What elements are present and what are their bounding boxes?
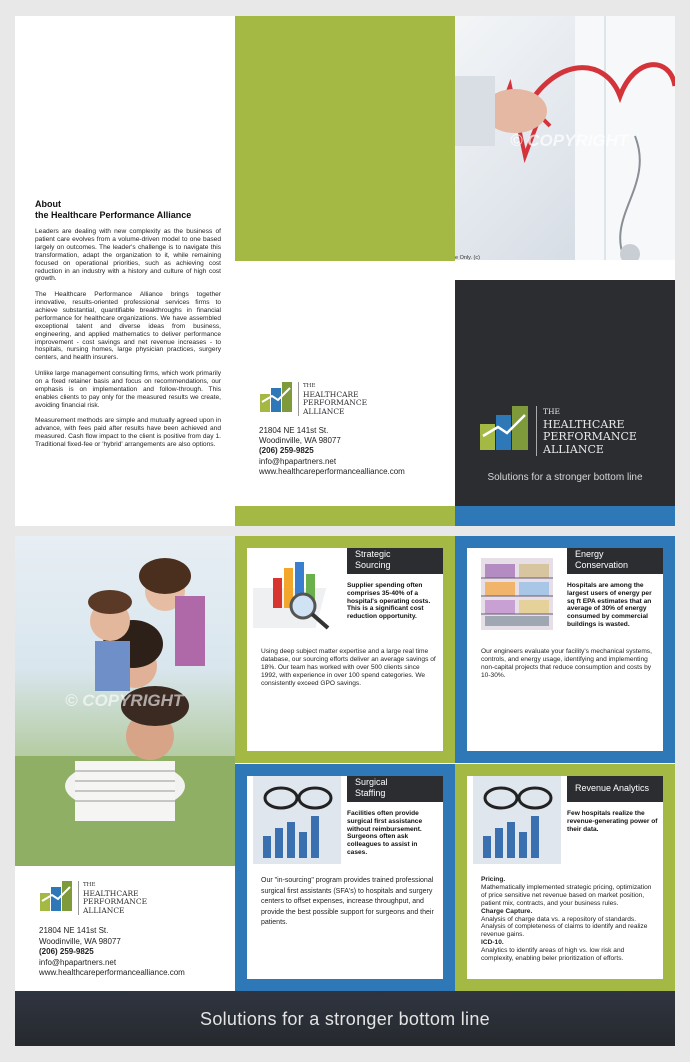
service-image bbox=[253, 548, 341, 636]
hpa-logo-mark-icon bbox=[40, 881, 72, 911]
cover-tagline: Solutions for a stronger bottom line bbox=[487, 472, 643, 483]
hpa-logo bbox=[260, 382, 367, 416]
service-lead: Facilities often provide surgical first assistance without reimbursement. Surgeons often ask colleagues to assist in cases. bbox=[347, 810, 423, 856]
service-image bbox=[253, 776, 341, 864]
service-body: Using deep subject matter expertise and a large real time database, our sourcing efforts deliver an average savings of 18%. Our team has worked with over 500 clients since 1992, with experience in over 100 spend categories. We consistently exceed GPO savings. bbox=[261, 648, 436, 687]
blue-strip bbox=[455, 506, 675, 526]
service-lead: Hospitals are among the largest users of energy per sq ft EPA estimates that an average of 30% of energy consumed by commercial buildings is wasted. bbox=[567, 582, 652, 628]
logo-line2: PERFORMANCE bbox=[303, 398, 368, 408]
brochure-outside-spread bbox=[15, 16, 675, 526]
service-title-line1: Revenue Analytics bbox=[575, 783, 650, 793]
green-block bbox=[235, 16, 455, 261]
hpa-logo-large bbox=[480, 406, 637, 456]
brochure-inside-spread bbox=[15, 536, 675, 1046]
service-card bbox=[247, 776, 443, 979]
doctor-drawing-heart-icon bbox=[455, 16, 675, 260]
green-strip bbox=[235, 506, 455, 526]
contact-phone: (206) 259-9825 bbox=[259, 446, 314, 456]
contact-city: Woodinville, WA 98077 bbox=[39, 936, 121, 946]
contact-website[interactable]: www.healthcareperformancealliance.com bbox=[259, 466, 405, 476]
service-title-line1: Surgical bbox=[355, 777, 388, 787]
service-heading bbox=[347, 776, 443, 802]
footer-tagline: Solutions for a stronger bottom line bbox=[200, 1009, 490, 1029]
service-lead: Supplier spending often comprises 35-40% of a hospital's operating costs. This is a significant cost reduction opportunity. bbox=[347, 582, 431, 621]
revenue-item-heading: Charge Capture. bbox=[481, 907, 533, 915]
service-body bbox=[481, 876, 656, 963]
revenue-item-text: Analytics to identify areas of high vs. low risk and complexity, enabling beler prioritization of efforts. bbox=[481, 947, 625, 963]
about-heading-line1: About bbox=[35, 199, 61, 209]
doctor-heart-photo bbox=[455, 16, 675, 260]
service-card bbox=[467, 548, 663, 751]
service-heading bbox=[567, 776, 663, 802]
contact-email[interactable]: info@hpapartners.net bbox=[259, 456, 337, 466]
revenue-item-heading: Pricing. bbox=[481, 876, 506, 883]
hpa-logo-text bbox=[536, 406, 637, 456]
logo-line1: HEALTHCARE bbox=[83, 888, 139, 898]
cover-panel bbox=[455, 16, 675, 526]
service-image bbox=[473, 776, 561, 864]
service-body: Our engineers evaluate your facility's mechanical systems, controls, and energy usage, identifying and implementing non-capital projects that reduce consumption and costs by 10-30%. bbox=[481, 648, 652, 679]
bar-chart-magnifier-icon bbox=[253, 548, 341, 636]
logo-the: THE bbox=[83, 882, 96, 888]
photo-caption-fragment: e Only. (c) bbox=[455, 255, 480, 260]
about-panel bbox=[15, 16, 235, 526]
about-paragraph: Measurement methods are simple and mutually agreed upon in advance, with fees paid after results have been achieved and measured. Cash flow impact to the client is positive from day 1. Traditional fixed-fee or 'hybrid' arrangements are also options. bbox=[35, 417, 221, 449]
service-strategic-sourcing bbox=[235, 536, 455, 763]
service-title-line2: Staffing bbox=[355, 788, 386, 798]
hpa-logo-text bbox=[298, 382, 367, 416]
glasses-chart-icon bbox=[473, 776, 561, 864]
contact-phone: (206) 259-9825 bbox=[39, 947, 94, 957]
contact-website[interactable]: www.healthcareperformancealliance.com bbox=[39, 968, 185, 978]
about-paragraph: Unlike large management consulting firms, which work primarily on a fixed retainer basis and focus on recommendations, our emphasis is on implementation and follow-through. This enables clients to pay only for the measured results we create, avoiding financial risk. bbox=[35, 370, 221, 409]
service-card bbox=[467, 776, 663, 979]
about-paragraph: The Healthcare Performance Alliance brings together innovative, results-oriented professional services firms to achieve substantial, quantifiable breakthroughs in financial performance for healthcare organizations. We have assembled exceptional talent and diverse ideas from business, engineering, and applied mathematics to deliver performance improvement - cost savings and net revenue increases - to hospitals, nursing homes, large physician practices, surgery centers, and health insurers. bbox=[35, 291, 221, 362]
watermark-text: © COPYRIGHT bbox=[510, 131, 629, 150]
service-body: Our "in-sourcing" program provides trained professional surgical first assistants (SFA's) to hospitals and surgery centers to offset expenses, increase throughput, and provide the best possible support for surgeons and their patients. bbox=[261, 877, 434, 926]
service-energy-conservation bbox=[455, 536, 675, 763]
watermark-text: © COPYRIGHT bbox=[65, 691, 184, 710]
revenue-item-text: Mathematically implemented strategic pricing, optimization of price sensitive net revenue based on market position, patient mix, contracts, and your business rules. bbox=[481, 883, 652, 907]
about-heading-line2: the Healthcare Performance Alliance bbox=[35, 210, 192, 220]
hpa-logo-mark-icon bbox=[480, 406, 528, 450]
service-heading bbox=[567, 548, 663, 574]
service-heading bbox=[347, 548, 443, 574]
service-card bbox=[247, 548, 443, 751]
logo-line3: ALLIANCE bbox=[543, 442, 604, 456]
about-paragraph: Leaders are dealing with new complexity as the business of patient care evolves from a volume-driven model to one based largely on outcomes. The leader's challenge is to navigate this transformation, adapt the organization to it, while remaining focused on operational priorities, such as achieving cost reduction in an industry with a history and culture of high cost growth. bbox=[35, 228, 221, 283]
family-smiling-image bbox=[15, 536, 235, 866]
revenue-item-heading: ICD-10. bbox=[481, 939, 504, 947]
glasses-chart-icon bbox=[253, 776, 341, 864]
contact-block bbox=[259, 426, 405, 477]
hpa-logo-text bbox=[78, 881, 147, 915]
logo-the: THE bbox=[543, 407, 561, 416]
about-heading bbox=[35, 199, 225, 221]
contact-block bbox=[39, 926, 185, 979]
logo-line1: HEALTHCARE bbox=[303, 389, 359, 399]
contact-city: Woodinville, WA 98077 bbox=[259, 436, 341, 446]
service-title-line1: Strategic bbox=[355, 549, 391, 559]
service-title-line1: Energy bbox=[575, 549, 604, 559]
service-surgical-staffing bbox=[235, 764, 455, 991]
logo-line3: ALLIANCE bbox=[83, 905, 125, 915]
contact-street: 21804 NE 141st St. bbox=[39, 926, 109, 935]
contact-panel bbox=[235, 16, 455, 526]
service-image bbox=[473, 548, 561, 636]
service-lead: Few hospitals realize the revenue-generating power of their data. bbox=[567, 810, 658, 833]
logo-the: THE bbox=[303, 383, 316, 389]
hpa-logo-mark-icon bbox=[260, 382, 292, 412]
family-photo bbox=[15, 536, 235, 866]
contact-email[interactable]: info@hpapartners.net bbox=[39, 957, 117, 967]
service-title-line2: Sourcing bbox=[355, 560, 391, 570]
logo-line2: PERFORMANCE bbox=[83, 897, 148, 907]
logo-line3: ALLIANCE bbox=[303, 406, 345, 416]
service-revenue-analytics bbox=[455, 764, 675, 991]
logo-line1: HEALTHCARE bbox=[543, 417, 625, 431]
about-body bbox=[35, 228, 221, 457]
hpa-logo bbox=[40, 881, 147, 915]
revenue-item-text: Analysis of charge data vs. a repository of standards. Analysis of completeness of claims to identify and realize revenue gains. bbox=[481, 915, 648, 939]
building-cutaway-icon bbox=[473, 548, 561, 636]
contact-street: 21804 NE 141st St. bbox=[259, 426, 329, 435]
service-title-line2: Conservation bbox=[575, 560, 629, 570]
logo-line2: PERFORMANCE bbox=[543, 430, 637, 443]
